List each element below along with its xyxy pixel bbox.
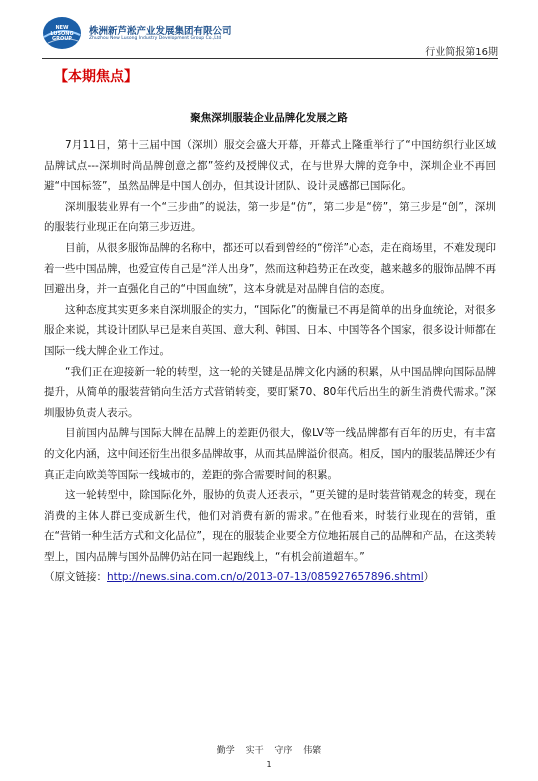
paragraph: “我们正在迎接新一轮的转型，这一轮的关键是品牌文化内涵的积累，从中国品牌向国际品牌提升，从简单的服装营销向生活方式营销转变，要盯紧70、80年代后出生的新生消费代需求。”深圳服协负责人表示。 [44,365,496,419]
section-title: 【本期焦点】 [54,69,138,85]
report-issue-title: 行业简报第16期 [425,47,498,58]
company-name-en: Zhuzhou New Lusong Industry Development Group Co.,Ltd [89,36,222,41]
company-name-cn: 株洲新芦淞产业发展集团有限公司 [89,26,232,37]
logo-text: NEW LUSONG GROUP [50,25,74,42]
article-body [44,135,496,588]
paragraph: 这种态度其实更多来自深圳服企的实力，“国际化”的衡量已不再是简单的出身血统论，对很多服企来说，其设计团队早已是来自英国、意大利、韩国、日本、中国等各个国家，很多设计师都在国际一线大牌企业工作过。 [44,303,496,357]
paragraph: 这一轮转型中，除国际化外，服协的负责人还表示，“更关键的是时装营销观念的转变，现在消费的主体人群已变成新生代，他们对消费有新的需求。”在他看来，时装行业现在的营销，重在“营销一种生活方式和文化品位”，现在的服装企业要全方位地拓展自己的品牌和产品，在这类转型上，国内品牌与国外品牌仍站在同一起跑线上，“有机会前道超车。” [44,489,496,563]
header-divider [42,58,498,59]
page-number: 1 [266,760,272,769]
paragraph: 目前国内品牌与国际大牌在品牌上的差距仍很大，像LV等一线品牌都有百年的历史，有丰富的文化内涵，这中间还衍生出很多品牌故事，从而其品牌溢价很高。相反，国内的服装品牌还少有真正走向欧美等国际一线城市的，差距的弥合需要时间的积累。 [44,427,496,481]
source-suffix: ） [423,571,435,584]
article-title: 聚焦深圳服装企业品牌化发展之路 [190,112,348,124]
paragraph: 目前，从很多服饰品牌的名称中，都还可以看到曾经的“傍洋”心态，走在商场里，不难发现印着一些中国品牌，也爱宣传自己是“洋人出身”，然而这种趋势正在改变，越来越多的服饰品牌不再回避出身，并一直强化自己的“中国血统”，这本身就是对品牌自信的态度。 [44,241,496,296]
paragraph: 深圳服装业界有一个“三步曲”的说法，第一步是“仿”，第二步是“傍”，第三步是“创”，深圳的服装行业现正在向第三步迈进。 [44,200,496,234]
source-line [44,567,496,588]
footer-slogan: 勤学 实干 守序 伟綮 [216,746,322,756]
source-link[interactable]: http://news.sina.com.cn/o/2013-07-13/085927657896.shtml [107,571,424,584]
source-prefix: （原文链接： [44,571,107,584]
paragraph: 7月11日，第十三届中国（深圳）服交会盛大开幕，开幕式上隆重举行了“中国纺织行业区域品牌试点---深圳时尚品牌创意之都”签约及授牌仪式，在与世界大牌的竞争中，深圳企业不再回避“中国标签”，虽然品牌是中国人创办，但其设计团队、设计灵感都已国际化。 [44,139,496,193]
page-header [42,14,498,58]
